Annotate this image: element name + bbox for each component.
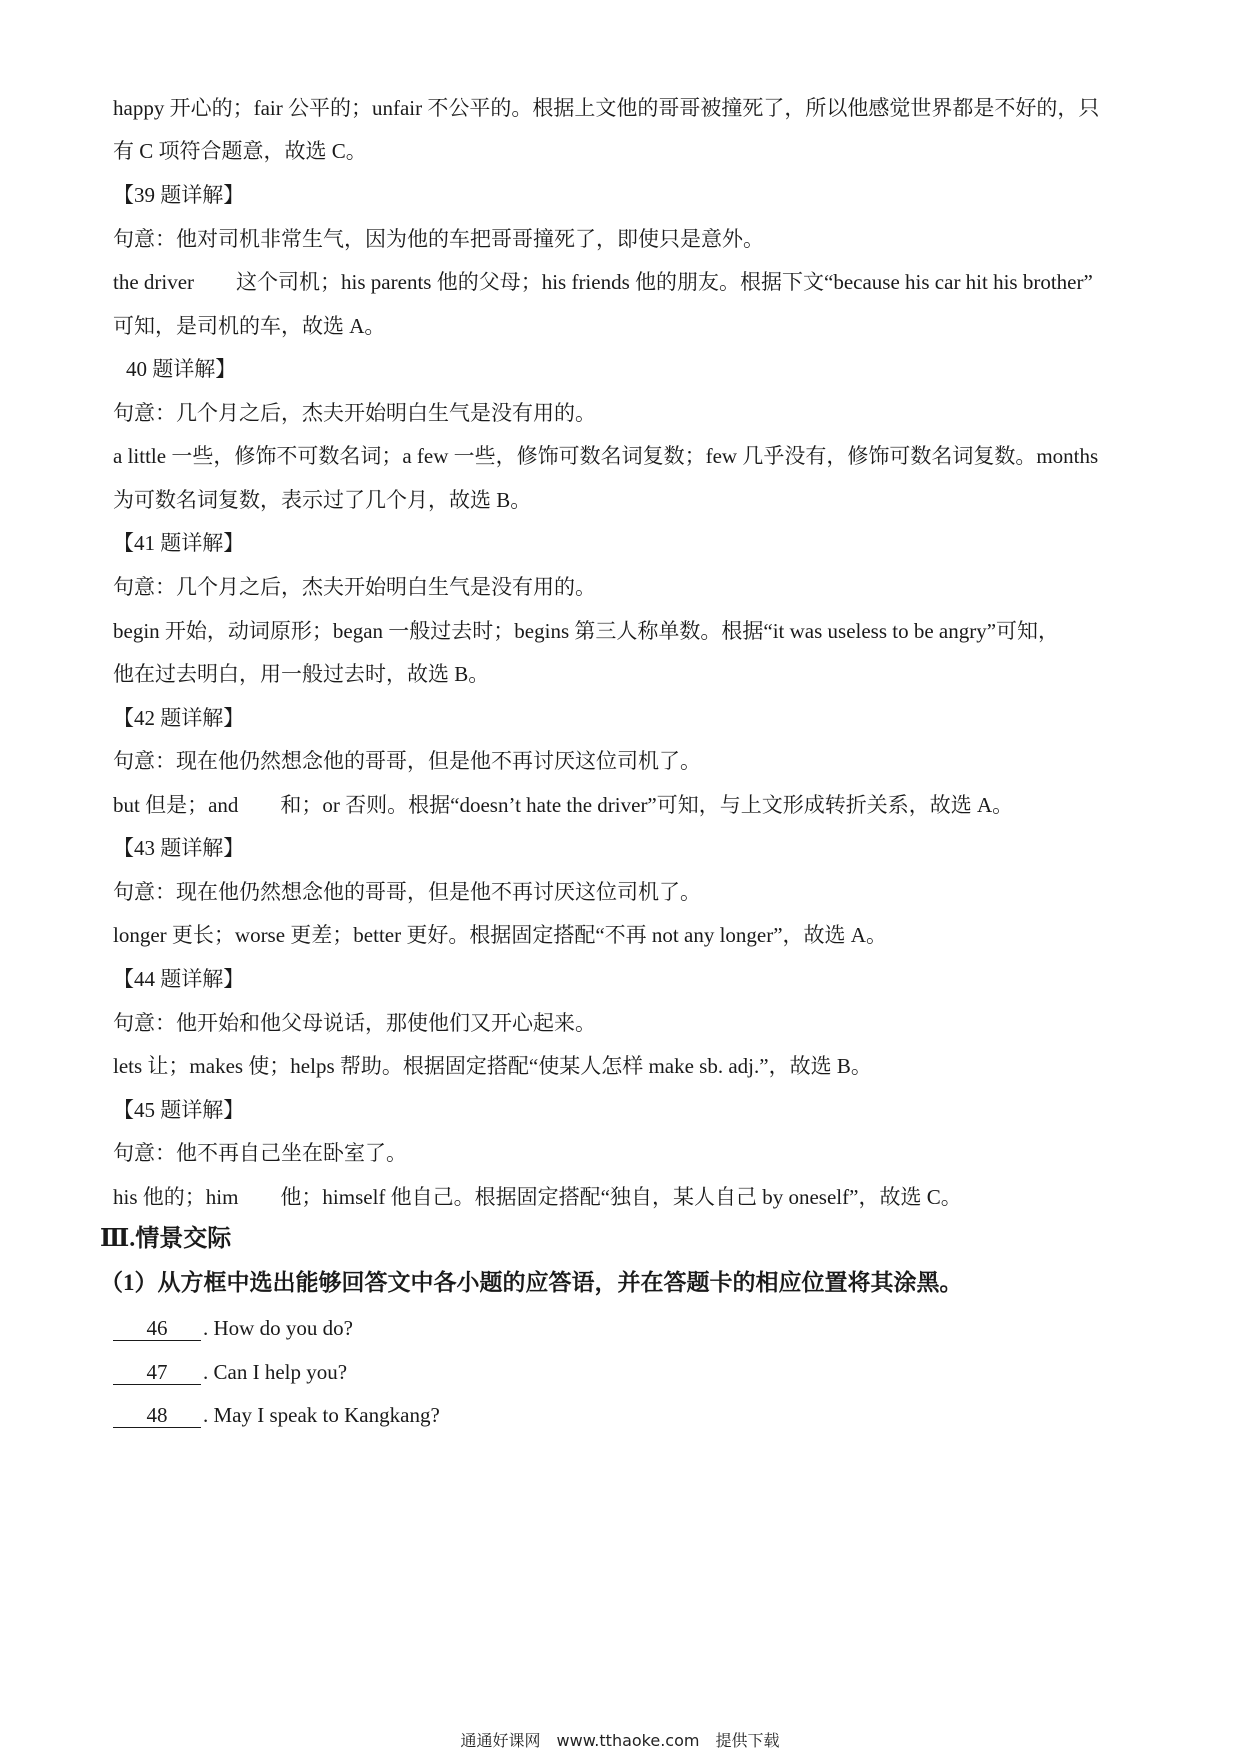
question-item [113,1357,1133,1387]
question-text: . Can I help you? [203,1360,348,1384]
text-line: lets 让；makes 使；helps 帮助。根据固定搭配“使某人怎样 make sb. adj.”，故选 B。 [113,1054,872,1078]
section-title: Ⅲ.情景交际 [100,1226,232,1252]
text-line: 句意：几个月之后，杰夫开始明白生气是没有用的。 [113,575,596,599]
text-line: 句意：现在他仍然想念他的哥哥，但是他不再讨厌这位司机了。 [113,749,701,773]
text-line: 可知，是司机的车，故选 A。 [113,314,386,338]
answer-blank[interactable]: 47 [113,1360,201,1385]
text-line: longer 更长；worse 更差；better 更好。根据固定搭配“不再 not any longer”，故选 A。 [113,923,887,947]
text-line: 句意：他对司机非常生气，因为他的车把哥哥撞死了，即使只是意外。 [113,227,764,251]
text-line: 有 C 项符合题意，故选 C。 [113,139,367,163]
text-line: his 他的；him 他；himself 他自己。根据固定搭配“独自，某人自己 by oneself”，故选 C。 [113,1185,962,1209]
text-line: 句意：他不再自己坐在卧室了。 [113,1141,407,1165]
explanation-heading: 【39 题详解】 [113,183,245,207]
section-instruction: （1）从方框中选出能够回答文中各小题的应答语，并在答题卡的相应位置将其涂黑。 [100,1270,963,1295]
text-line: a little 一些，修饰不可数名词；a few 一些，修饰可数名词复数；few 几乎没有，修饰可数名词复数。months [113,444,1099,468]
explanation-heading: 【43 题详解】 [113,836,245,860]
question-text: . How do you do? [203,1316,353,1340]
text-line: but 但是；and 和；or 否则。根据“doesn’t hate the driver”可知，与上文形成转折关系，故选 A。 [113,793,1014,817]
question-text: . May I speak to Kangkang? [203,1403,440,1427]
text-line: happy 开心的；fair 公平的；unfair 不公平的。根据上文他的哥哥被撞死了，所以他感觉世界都是不好的，只 [113,96,1100,120]
page-footer: 通通好课网 www.tthaoke.com 提供下载 [460,1731,780,1750]
text-line: 他在过去明白，用一般过去时，故选 B。 [113,662,490,686]
explanation-heading: 40 题详解】 [126,357,237,381]
text-line: 为可数名词复数，表示过了几个月，故选 B。 [113,488,532,512]
explanation-heading: 【41 题详解】 [113,531,245,555]
text-line: begin 开始，动词原形；began 一般过去时；begins 第三人称单数。根据“it was useless to be angry”可知， [113,619,1060,643]
explanation-heading: 【42 题详解】 [113,706,245,730]
text-line: 句意：他开始和他父母说话，那使他们又开心起来。 [113,1011,596,1035]
answer-blank[interactable]: 48 [113,1403,201,1428]
text-line: 句意：现在他仍然想念他的哥哥，但是他不再讨厌这位司机了。 [113,880,701,904]
question-item [113,1400,1133,1430]
explanation-heading: 【44 题详解】 [113,967,245,991]
question-item [113,1313,1133,1343]
text-line: the driver 这个司机；his parents 他的父母；his friends 他的朋友。根据下文“because his car hit his brother” [113,270,1093,294]
answer-blank[interactable]: 46 [113,1316,201,1341]
explanation-heading: 【45 题详解】 [113,1098,245,1122]
text-line: 句意：几个月之后，杰夫开始明白生气是没有用的。 [113,401,596,425]
